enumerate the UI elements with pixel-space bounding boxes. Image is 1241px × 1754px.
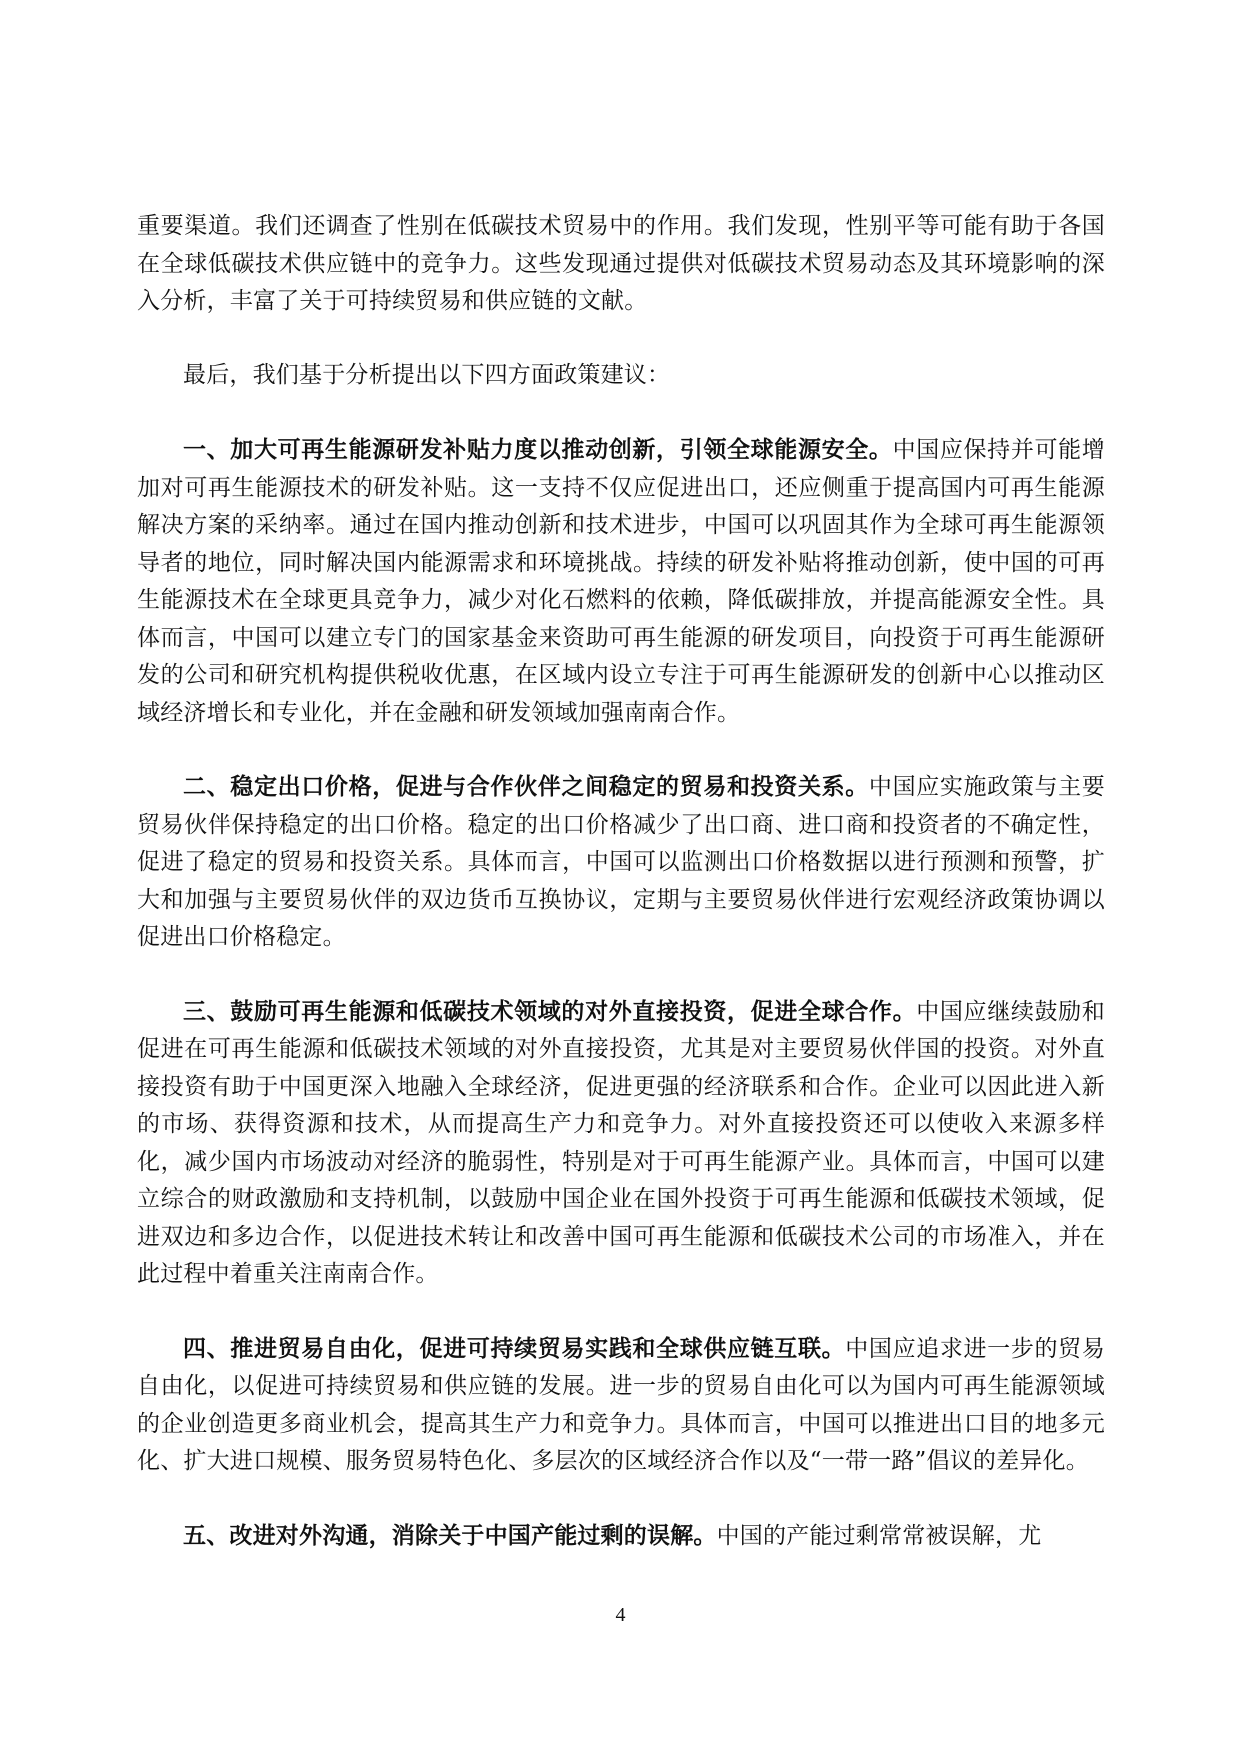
intro-paragraph: 最后，我们基于分析提出以下四方面政策建议： — [183, 361, 671, 388]
recommendation-5-body: 中国的产能过剩常常被误解，尤 — [716, 1522, 1042, 1549]
recommendation-1 — [137, 431, 1105, 732]
recommendation-2-heading: 二、稳定出口价格，促进与合作伙伴之间稳定的贸易和投资关系。 — [183, 773, 869, 800]
continuation-paragraph: 重要渠道。我们还调查了性别在低碳技术贸易中的作用。我们发现，性别平等可能有助于各国在全球低碳技术供应链中的竞争力。这些发现通过提供对低碳技术贸易动态及其环境影响的深入分析，丰富了关于可持续贸易和供应链的文献。 — [137, 213, 1105, 314]
recommendation-1-body: 中国应保持并可能增加对可再生能源技术的研发补贴。这一支持不仅应促进出口，还应侧重于提高国内可再生能源解决方案的采纳率。通过在国内推动创新和技术进步，中国可以巩固其作为全球可再生能源领导者的地位，同时解决国内能源需求和环境挑战。持续的研发补贴将推动创新，使中国的可再生能源技术在全球更具竞争力，减少对化石燃料的依赖，降低碳排放，并提高能源安全性。具体而言，中国可以建立专门的国家基金来资助可再生能源的研发项目，向投资于可再生能源研发的公司和研究机构提供税收优惠，在区域内设立专注于可再生能源研发的创新中心以推动区域经济增长和专业化，并在金融和研发领域加强南南合作。 — [137, 437, 1105, 726]
recommendation-3-body: 中国应继续鼓励和促进在可再生能源和低碳技术领域的对外直接投资，尤其是对主要贸易伙伴国的投资。对外直接投资有助于中国更深入地融入全球经济，促进更强的经济联系和合作。企业可以因此进入新的市场、获得资源和技术，从而提高生产力和竞争力。对外直接投资还可以使收入来源多样化，减少国内市场波动对经济的脆弱性，特别是对于可再生能源产业。具体而言，中国可以建立综合的财政激励和支持机制，以鼓励中国企业在国外投资于可再生能源和低碳技术领域，促进双边和多边合作，以促进技术转让和改善中国可再生能源和低碳技术公司的市场准入，并在此过程中着重关注南南合作。 — [137, 998, 1106, 1287]
recommendation-4 — [137, 1330, 1105, 1481]
page-number: 4 — [615, 1604, 626, 1626]
recommendation-2 — [137, 768, 1105, 957]
recommendation-3-heading: 三、鼓励可再生能源和低碳技术领域的对外直接投资，促进全球合作。 — [183, 997, 917, 1025]
recommendation-4-body: 中国应追求进一步的贸易自由化，以促进可持续贸易和供应链的发展。进一步的贸易自由化可以为国内可再生能源领域的企业创造更多商业机会，提高其生产力和竞争力。具体而言，中国可以推进出口目的地多元化、扩大进口规模、服务贸易特色化、多层次的区域经济合作以及“一带一路”倡议的差异化。 — [137, 1335, 1105, 1474]
recommendation-4-heading: 四、推进贸易自由化，促进可持续贸易实践和全球供应链互联。 — [183, 1334, 846, 1362]
recommendation-2-body: 中国应实施政策与主要贸易伙伴保持稳定的出口价格。稳定的出口价格减少了出口商、进口商和投资者的不确定性，促进了稳定的贸易和投资关系。具体而言，中国可以监测出口价格数据以进行预测和预警，扩大和加强与主要贸易伙伴的双边货币互换协议，定期与主要贸易伙伴进行宏观经济政策协调以促进出口价格稳定。 — [137, 774, 1105, 950]
recommendation-1-heading: 一、加大可再生能源研发补贴力度以推动创新，引领全球能源安全。 — [183, 436, 893, 463]
recommendation-5 — [137, 1517, 1105, 1556]
recommendation-5-heading: 五、改进对外沟通，消除关于中国产能过剩的误解。 — [183, 1521, 717, 1549]
recommendation-3 — [137, 993, 1105, 1294]
